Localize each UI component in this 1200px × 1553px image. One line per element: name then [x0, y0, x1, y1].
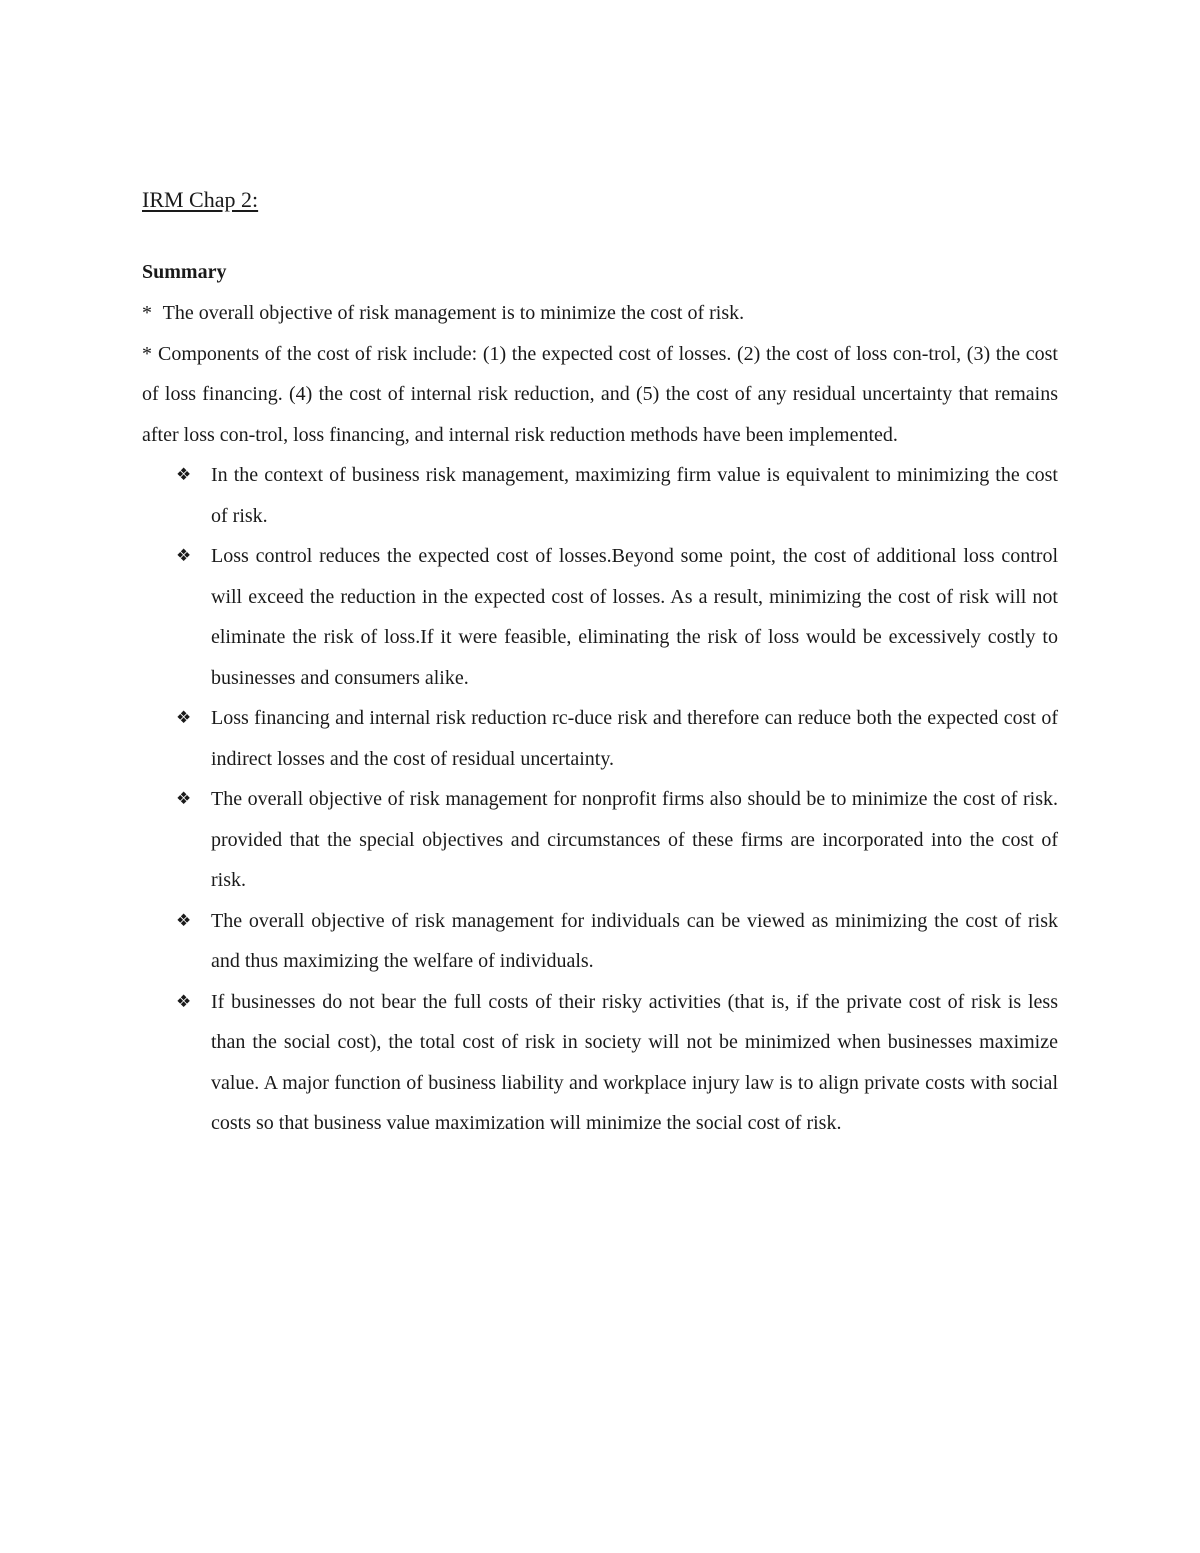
list-item-text: The overall objective of risk management for individuals can be viewed as minimizing the cost of risk and thus maximizing the welfare of individuals. — [211, 909, 1058, 972]
star-item — [142, 334, 1058, 456]
list-item — [142, 982, 1058, 1144]
list-item-text: The overall objective of risk management for nonprofit firms also should be to minimize the cost of risk. provided that the special objectives and circumstances of these firms are incorporated into the cost of risk. — [211, 788, 1058, 891]
asterisk-marker: * — [142, 302, 152, 324]
list-item-text: Loss control reduces the expected cost of losses.Beyond some point, the cost of additional loss control will exceed the reduction in the expected cost of losses. As a result, minimizing the cost of risk will not eliminate the risk of loss.If it were feasible, eliminating the risk of loss would be excessively costly to businesses and consumers alike. — [211, 545, 1058, 689]
diamond-bullet-icon: ❖ — [176, 991, 192, 1011]
diamond-bullet-icon: ❖ — [176, 546, 192, 565]
list-item — [142, 901, 1058, 982]
list-item-text: Loss financing and internal risk reduction rc-duce risk and therefore can reduce both the expected cost of indirect losses and the cost of residual uncertainty. — [211, 707, 1058, 770]
diamond-bullet-icon: ❖ — [176, 910, 192, 930]
asterisk-marker: * — [142, 342, 152, 365]
diamond-bullet-icon: ❖ — [176, 789, 192, 808]
star-item — [142, 293, 1058, 334]
list-item — [142, 455, 1058, 536]
diamond-bullet-icon: ❖ — [176, 708, 192, 727]
document-body — [142, 183, 1058, 1144]
summary-heading: Summary — [142, 261, 227, 283]
list-item — [142, 698, 1058, 779]
star-item-text: Components of the cost of risk include: (1) the expected cost of losses. (2) the cost of loss con-trol, (3) the cost of loss financing. (4) the cost of internal risk reduction, and (5) the cost of any residual uncertainty that remains after loss con-trol, loss financing, and internal risk reduction methods have been implemented. — [142, 342, 1058, 446]
diamond-bullet-icon: ❖ — [176, 465, 192, 484]
list-item-text: In the context of business risk management, maximizing firm value is equivalent to minimizing the cost of risk. — [211, 464, 1058, 527]
list-item — [142, 536, 1058, 698]
list-item-text: If businesses do not bear the full costs of their risky activities (that is, if the private cost of risk is less than the social cost), the total cost of risk in society will not be minimized when businesses maximize value. A major function of business liability and workplace injury law is to align private costs with social costs so that business value maximization will minimize the social cost of risk. — [211, 990, 1058, 1134]
document-title: IRM Chap 2: — [142, 187, 259, 212]
star-item-text: The overall objective of risk management is to minimize the cost of risk. — [158, 302, 745, 324]
list-item — [142, 779, 1058, 901]
bullet-list — [142, 455, 1058, 1144]
